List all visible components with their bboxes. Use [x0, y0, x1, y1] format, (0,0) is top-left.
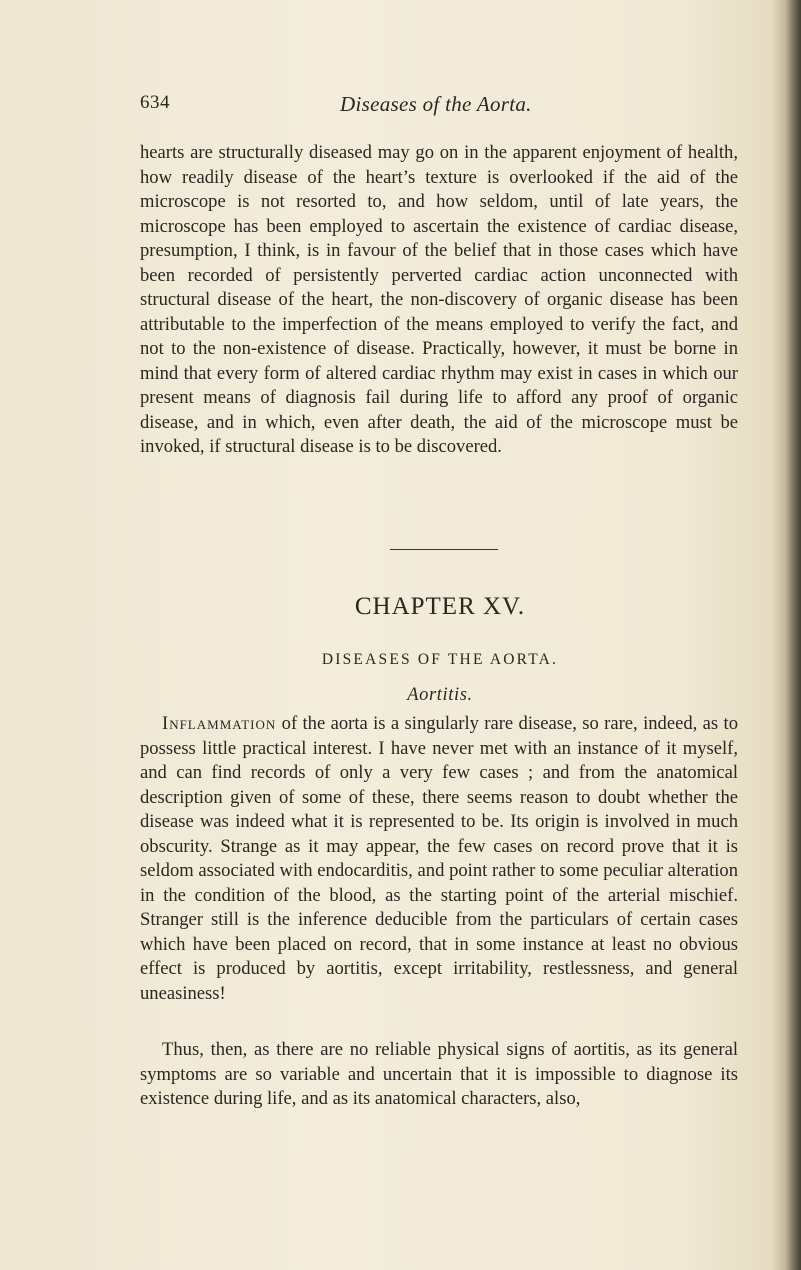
paragraph-body: of the aorta is a singularly rare disease, so rare, indeed, as to possess little practical interest. I have never met with an instance of it myself, and can find records of only a very few cases ; and from the anatomical description given of some of these, there seems reason to doubt whether the disease was indeed what it is represented to be. Its origin is involved in much obscurity. Strange as it may appear, the few cases on record prove that it is seldom associated with endocarditis, and point rather to some peculiar alteration in the condition of the blood, as the starting point of the arterial mischief. Stranger still is the inference deducible from the particulars of certain cases which have been placed on record, that in some instance at least no obvious effect is produced by aortitis, except irritability, restlessness, and general uneasiness! [140, 713, 738, 1004]
page-header [140, 92, 740, 122]
paragraph-inflammation [140, 712, 738, 1006]
binding-edge-shadow [773, 0, 801, 1270]
page-number: 634 [140, 92, 170, 113]
running-title: Diseases of the Aorta. [340, 92, 532, 116]
section-divider [390, 549, 498, 550]
paragraph-continuation: hearts are structurally diseased may go on in the apparent enjoyment of health, how readily disease of the heart’s texture is overlooked if the aid of the microscope is not resorted to, and how seldom, until of late years, the microscope has been employed to ascertain the existence of cardiac disease, presumption, I think, is in favour of the belief that in those cases which have been recorded of persistently perverted cardiac action unconnected with structural disease of the heart, the non-discovery of organic disease has been attributable to the imperfection of the means employed to verify the fact, and not to the non-existence of disease. Practically, however, it must be borne in mind that every form of altered cardiac rhythm may exist in cases in which our present means of diagnosis fail during life to afford any proof of organic disease, and in which, even after death, the aid of the microscope must be invoked, if structural disease is to be discovered. [140, 142, 738, 457]
paragraph-diagnosis: Thus, then, as there are no reliable physical signs of aortitis, as its general symptoms are so variable and uncertain that it is impossible to diagnose its existence during life, and as its anatomical characters, also, [140, 1039, 738, 1109]
subsection-title: Aortitis. [407, 685, 473, 705]
paragraph-lead-word: Inflammation [162, 713, 277, 734]
chapter-title: CHAPTER XV. [354, 593, 526, 620]
section-title: DISEASES OF THE AORTA. [321, 651, 559, 668]
